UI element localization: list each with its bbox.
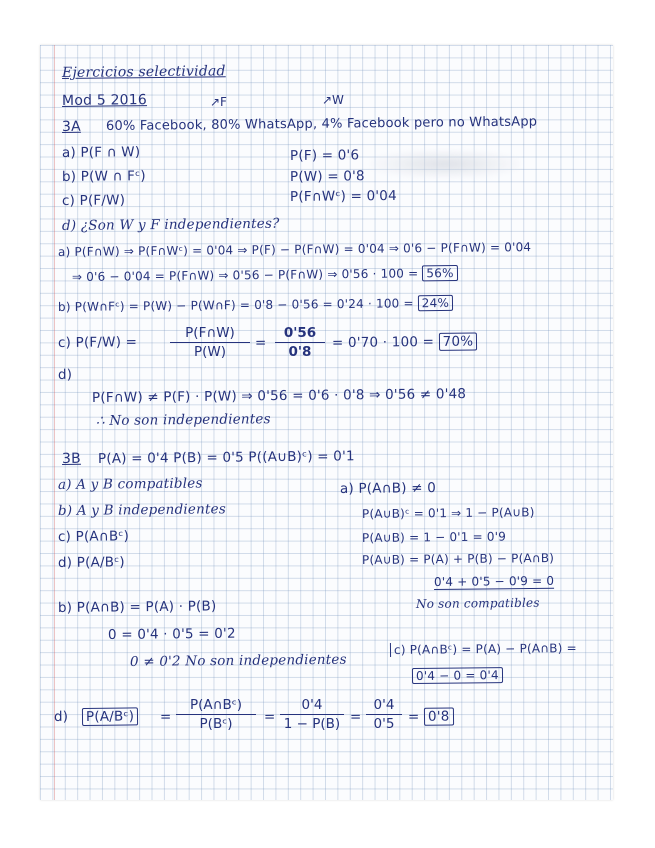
solution-3b-a-1: P(A∪B)ᶜ = 0'1 ⇒ 1 − P(A∪B) [361,505,535,521]
arrow-f-label: ↗F [210,95,227,109]
result-3a-b: 24% [418,295,453,311]
exercise-3b-label: 3B [61,450,82,467]
question-3a-a: a) P(F ∩ W) [61,144,141,161]
fraction-numerator: P(F∩W) [185,325,235,341]
notebook-page [40,45,613,800]
fraction-denominator: 0'5 [373,716,395,732]
solution-3b-b-3: 0 ≠ 0'2 No son independientes [129,651,347,670]
result-3a-a: 56% [422,265,457,281]
page-title: Ejercicios selectividad [61,63,226,81]
solution-3a-c-tail: = 0'70 · 100 = 70% [332,333,477,351]
solution-3a-d-conclusion: ∴ No son independientes [95,411,271,429]
fraction-3b-d-3 [366,697,402,732]
solution-3b-a-2: P(A∪B) = 1 − 0'1 = 0'9 [361,529,507,545]
fraction-denominator: P(W) [193,344,227,360]
fraction-3a-c-1 [170,325,250,360]
fraction-numerator: 0'4 [301,697,323,713]
solution-3b-c-2: 0'4 − 0 = 0'4 [412,668,503,683]
margin-line [54,45,55,800]
solution-3b-d-label: d) [53,708,69,725]
solution-3b-d-lhs: P(A/Bᶜ) [82,708,138,725]
exercise-3a-statement: 60% Facebook, 80% WhatsApp, 4% Facebook pero no WhatsApp [105,114,538,134]
solution-3b-a-4: 0'4 + 0'5 − 0'9 = 0 [433,573,555,589]
solution-3a-c-lhs: c) P(F/W) = [57,334,138,351]
equals-sign: = [349,708,362,725]
solution-3a-a-line1: a) P(F∩W) ⇒ P(F∩Wᶜ) = 0'04 ⇒ P(F) − P(F∩W) = 0'04 ⇒ 0'6 − P(F∩W) = 0'04 [57,240,532,259]
solution-3a-d-line: P(F∩W) ≠ P(F) · P(W) ⇒ 0'56 = 0'6 · 0'8 ⇒ 0'56 ≠ 0'48 [91,386,467,406]
equals-sign: = [254,334,267,351]
erased-smudge [370,150,520,178]
fraction-denominator: 1 − P(B) [283,716,341,732]
exercise-3a-label: 3A [61,118,81,135]
given-pfnwc: P(F∩Wᶜ) = 0'04 [289,187,397,205]
solution-3a-a-line2: ⇒ 0'6 − 0'04 = P(F∩W) ⇒ 0'56 − P(F∩W) ⇒ 0'56 · 100 = 56% [72,266,458,284]
solution-3a-b: b) P(W∩Fᶜ) = P(W) − P(W∩F) = 0'8 − 0'56 = 0'24 · 100 = 24% [58,296,453,314]
fraction-3a-c-2 [275,325,325,360]
solution-3b-b-1: b) P(A∩B) = P(A) · P(B) [57,598,217,616]
page-subtitle: Mod 5 2016 [61,92,148,109]
arrow-w-label: ↗W [322,93,344,107]
fraction-numerator: 0'56 [283,325,317,341]
fraction-denominator: P(Bᶜ) [199,716,233,732]
solution-3a-d-label: d) [57,366,73,383]
fraction-3b-d-1 [176,697,256,732]
solution-3b-a-3: P(A∪B) = P(A) + P(B) − P(A∩B) [361,550,555,567]
solution-3b-d-result: = 0'8 [408,709,454,725]
question-3a-b: b) P(W ∩ Fᶜ) [61,168,146,185]
question-3b-d: d) P(A/Bᶜ) [57,554,125,571]
question-3b-a: a) A y B compatibles [57,475,203,493]
solution-3b-a-5: No son compatibles [415,595,540,611]
fraction-numerator: P(A∩Bᶜ) [189,697,243,713]
solution-3b-a-head: a) P(A∩B) ≠ 0 [339,479,437,497]
solution-3b-b-2: 0 = 0'4 · 0'5 = 0'2 [107,625,236,643]
fraction-numerator: 0'4 [373,697,395,713]
fraction-denominator: 0'8 [288,344,312,360]
question-3b-c: c) P(A∩Bᶜ) [57,528,130,545]
question-3a-d: d) ¿Son W y F independientes? [61,215,280,234]
exercise-3b-given: P(A) = 0'4 P(B) = 0'5 P((A∪B)ᶜ) = 0'1 [97,448,355,467]
result-3a-c: 70% [439,332,478,350]
given-pw: P(W) = 0'8 [289,168,365,185]
equals-sign: = [159,708,172,725]
fraction-3b-d-2 [280,697,344,732]
question-3a-c: c) P(F/W) [61,192,126,209]
solution-3b-c-1: c) P(A∩Bᶜ) = P(A) − P(A∩B) = [390,641,577,657]
equals-sign: = [263,708,276,725]
question-3b-b: b) A y B independientes [57,501,227,519]
given-pf: P(F) = 0'6 [289,147,360,164]
